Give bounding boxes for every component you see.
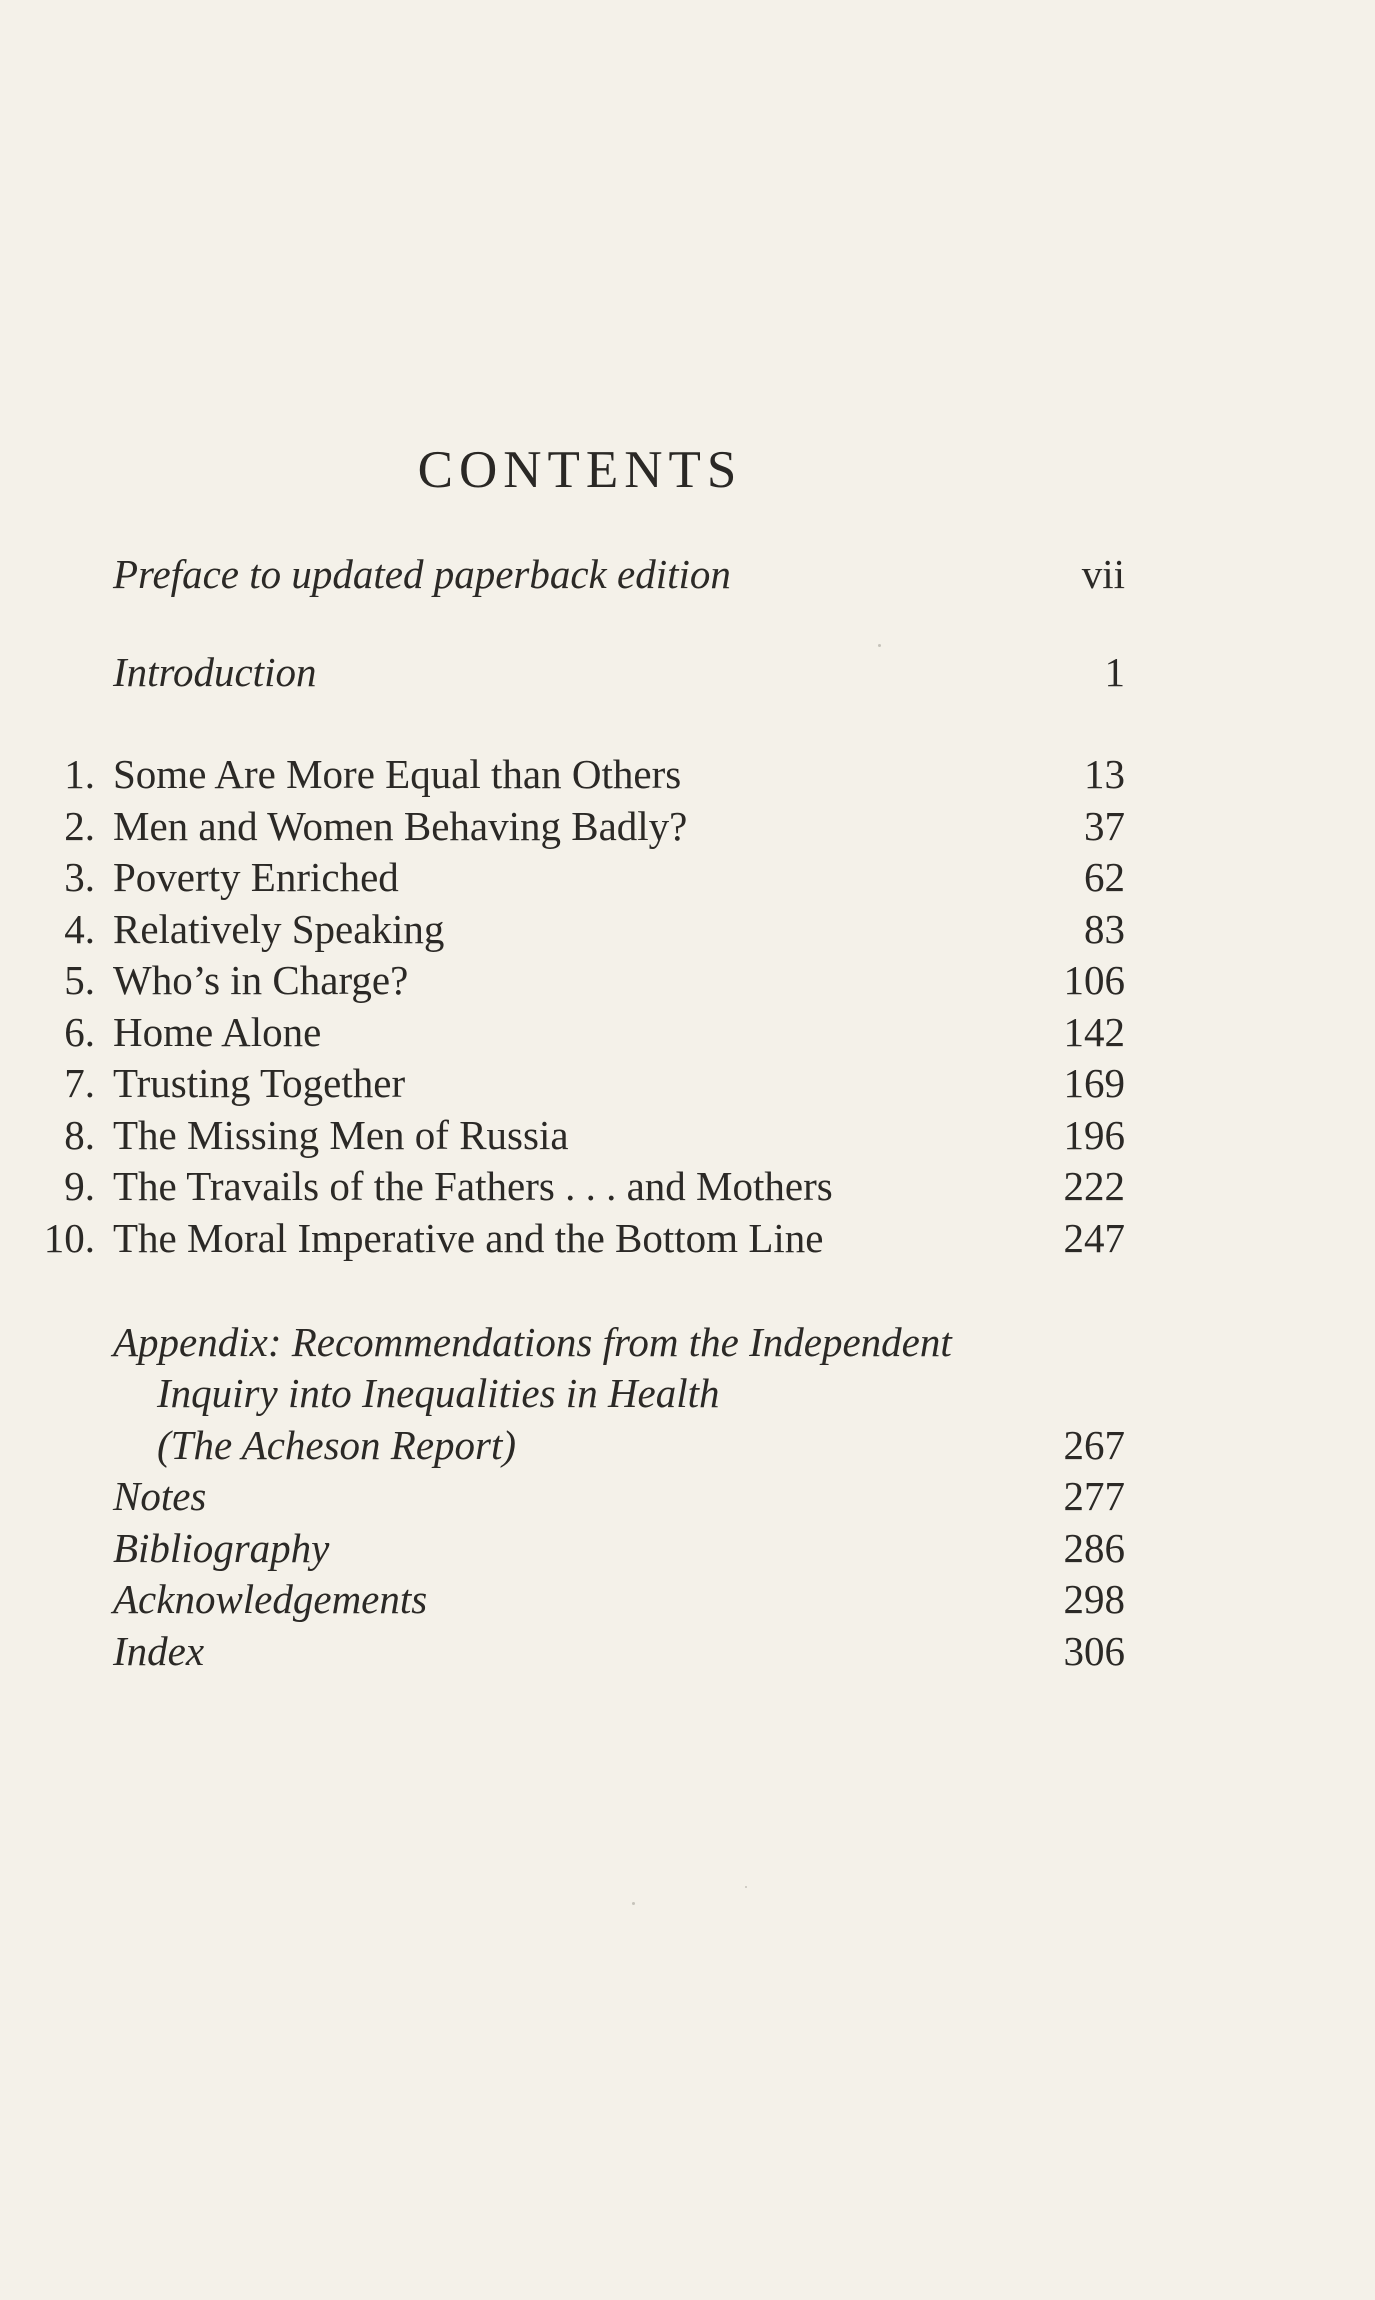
toc-entry-bibliography xyxy=(0,1522,1375,1574)
toc-entry-preface xyxy=(0,548,1375,600)
toc-entry-title: Notes xyxy=(113,1473,207,1519)
chapter-title: The Missing Men of Russia xyxy=(113,1112,569,1158)
chapter-title: Home Alone xyxy=(113,1009,322,1055)
toc-entry-notes xyxy=(0,1470,1375,1522)
chapter-number: 6. xyxy=(64,1009,95,1055)
toc-chapter-8 xyxy=(0,1109,1375,1161)
toc-entry-introduction xyxy=(0,646,1375,698)
chapter-page: 169 xyxy=(1063,1060,1125,1106)
chapter-page: 37 xyxy=(1084,803,1125,849)
toc-entry-page: 277 xyxy=(1063,1473,1125,1519)
toc-entry-title: Index xyxy=(113,1628,205,1674)
toc-chapter-7 xyxy=(0,1057,1375,1109)
chapter-number: 10. xyxy=(43,1215,95,1261)
chapter-title: Trusting Together xyxy=(113,1060,406,1106)
chapter-number: 8. xyxy=(64,1112,95,1158)
toc-appendix-line-2 xyxy=(0,1367,1375,1419)
chapter-title: Poverty Enriched xyxy=(113,854,399,900)
chapter-number: 9. xyxy=(64,1163,95,1209)
chapter-title: Relatively Speaking xyxy=(113,906,445,952)
toc-appendix-line-1 xyxy=(0,1316,1375,1368)
toc-chapter-9 xyxy=(0,1160,1375,1212)
appendix-title: Appendix: Recommendations from the Independent xyxy=(113,1319,952,1365)
chapter-title: Some Are More Equal than Others xyxy=(113,751,682,797)
toc-chapter-2 xyxy=(0,800,1375,852)
toc-appendix-line-3 xyxy=(0,1419,1375,1471)
chapter-number: 3. xyxy=(64,854,95,900)
chapter-page: 13 xyxy=(1084,751,1125,797)
chapter-title: Who’s in Charge? xyxy=(113,957,409,1003)
chapter-page: 247 xyxy=(1063,1215,1125,1261)
chapter-number: 5. xyxy=(64,957,95,1003)
page-title: CONTENTS xyxy=(417,441,743,499)
chapter-page: 196 xyxy=(1063,1112,1125,1158)
toc-entry-page: 306 xyxy=(1063,1628,1125,1674)
chapter-number: 4. xyxy=(64,906,95,952)
chapter-page: 62 xyxy=(1084,854,1125,900)
toc-entry-title: Introduction xyxy=(113,649,317,695)
chapter-page: 106 xyxy=(1063,957,1125,1003)
toc-entry-page: 286 xyxy=(1063,1525,1125,1571)
toc-entry-page: 1 xyxy=(1104,649,1125,695)
paper-speck xyxy=(878,644,881,647)
chapter-number: 7. xyxy=(64,1060,95,1106)
toc-entry-title: Acknowledgements xyxy=(113,1576,428,1622)
appendix-page: 267 xyxy=(1063,1422,1125,1468)
toc-chapter-5 xyxy=(0,954,1375,1006)
toc-entry-title: Bibliography xyxy=(113,1525,330,1571)
toc-chapter-6 xyxy=(0,1006,1375,1058)
toc-entry-acknowledgements xyxy=(0,1573,1375,1625)
chapter-page: 83 xyxy=(1084,906,1125,952)
toc-entry-page: 298 xyxy=(1063,1576,1125,1622)
appendix-title-continued: Inquiry into Inequalities in Health xyxy=(157,1370,720,1416)
appendix-title-continued: (The Acheson Report) xyxy=(157,1422,517,1468)
toc-chapter-1 xyxy=(0,748,1375,800)
toc-entry-index xyxy=(0,1625,1375,1677)
chapter-page: 222 xyxy=(1063,1163,1125,1209)
toc-entry-title: Preface to updated paperback edition xyxy=(113,551,731,597)
chapter-number: 1. xyxy=(64,751,95,797)
toc-chapter-4 xyxy=(0,903,1375,955)
toc-entry-page: vii xyxy=(1081,551,1125,597)
chapter-page: 142 xyxy=(1063,1009,1125,1055)
toc-chapter-3 xyxy=(0,851,1375,903)
paper-speck xyxy=(745,1886,747,1888)
chapter-title: The Travails of the Fathers . . . and Mothers xyxy=(113,1163,833,1209)
paper-speck xyxy=(632,1902,635,1905)
toc-chapter-10 xyxy=(0,1212,1375,1264)
chapter-title: The Moral Imperative and the Bottom Line xyxy=(113,1215,824,1261)
chapter-number: 2. xyxy=(64,803,95,849)
chapter-title: Men and Women Behaving Badly? xyxy=(113,803,688,849)
